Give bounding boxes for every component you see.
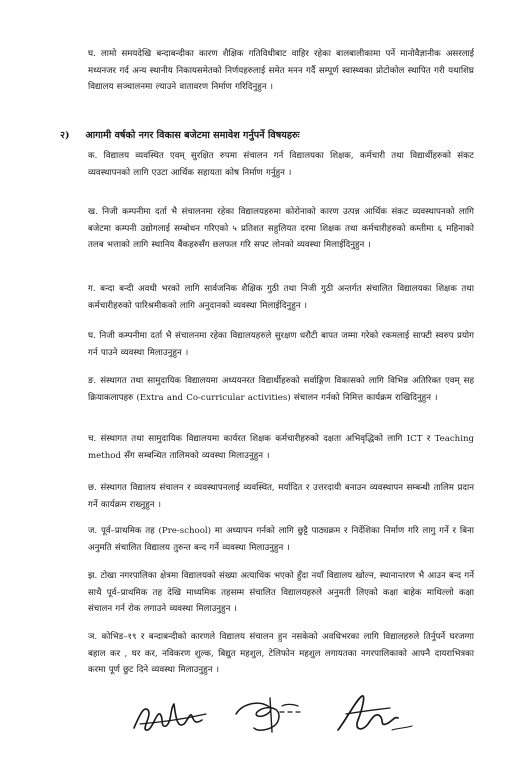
list-item	[88, 480, 474, 513]
list-item	[88, 568, 474, 618]
list-item-text: संस्थागत तथा सामुदायिक विद्यालयमा कार्यरत शिक्षक कर्मचारीहरुको दक्षता अभिवृद्धिको लागि ICT र Teaching method सँग सम्बन्धित तालिमको व्यवस्था मिलाउनुहुन ।	[88, 434, 475, 461]
signature-2-icon	[228, 692, 308, 738]
signature-1-icon	[130, 694, 210, 738]
list-item	[88, 204, 474, 254]
list-item-text: पूर्व–प्राथमिक तह (Pre-school) मा अध्यापन गर्नको लागि छुट्टै पाठ्यक्रम र निर्देशिका निर्माण गरि लागु गर्ने र बिना अनुमति संचालित विद्यालय तुरुन्त बन्द गर्ने व्यवस्था मिलाउनुहुन ।	[88, 526, 475, 553]
list-item-label: ङ.	[88, 376, 97, 386]
intro-item-text: लामो समयदेखि बन्दाबन्दीका कारण शैक्षिक गतिविधीबाट वाहिर रहेका बालबालीकामा पर्ने मानोवैज्ञानीक असरलाई मध्यनजर गर्द अन्य स्थानीय निकायसमेतको निर्णयहरुलाई समेत मनन गर्दै सम्पूर्ण स्वास्थ्यका प्रोटोकोल स्थापित गरी यथाशिघ्र विद्यालय सञ्चालनमा ल्याउने वातावरण निर्माण गरिदिनुहुन ।	[88, 49, 475, 92]
signature-3-icon	[332, 690, 416, 740]
list-item-text: टोखा नगरपालिका क्षेत्रमा विद्यालयको संख्या अत्याधिक भएको हुँदा नयाँ विद्यालय खोल्न, स्थानान्तरण भै आउन बन्द गर्ने साथै पूर्व–प्राथमिक तह देखि माध्यमिक तहसम्म संचालित विद्यालयहरुले अनुमती लिएको कक्षा बाहेक माथिल्लो कक्षा संचालन गर्न रोक लगाउने व्यवस्था मिलाउनुहुन ।	[88, 571, 474, 614]
list-item-text: कोभिड–१९ र बन्दाबन्दीको कारणले विद्यालय संचालन हुन नसकेको अवधिभरका लागि विद्यालहरुले तिर्नुपर्ने घरजग्गा बहाल कर , घर कर, नविकरण शुल्क, बिद्युत महशुल, टेलिफोन महशुल लगायतका नगरपालिकाको आफ्नै दायराभित्रका करमा पूर्ण छुट दिने व्यवस्था मिलाउनुहुन ।	[88, 632, 475, 675]
list-item-text: निजी कम्पनीमा दर्ता भै संचालनमा रहेका विद्यालयहरुले सुरक्षण धरौटी बापत जम्मा गरेको रकमलाई साफ्टी स्वरुप प्रयोग गर्न पाउने व्यवस्था मिलाउनुहुन ।	[88, 331, 474, 358]
list-item-text: निजी कम्पनीमा दर्ता भै संचालनमा रहेका विद्यालयहरुमा कोरोनाको कारण उत्पन्न आर्थिक संकट व्यवस्थापनको लागि बजेटमा कम्पनी उद्योगलाई सम्बोधन गरिएको ५ प्रतिशत सहुलियत दरमा शिक्षक तथा कर्मचारीहरुको कम्तीमा ६ महिनाको तलब भत्ताको लागि स्थानिय बैंकहरुसँग छलफल गरि सफ्ट लोनको व्यवस्था मिलाईदिनुहुन ।	[88, 207, 474, 250]
list-item-text: विद्यालय व्यवस्थित एवम् सुरक्षित रुपमा संचालन गर्न विद्यालयका शिक्षक, कर्मचारी तथा विद्यार्थीहरुको संकट व्यवस्थापनको लागि एउटा आर्थिक सहायता कोष निर्माण गर्नुहुन ।	[88, 151, 475, 178]
list-item-label: घ.	[88, 331, 96, 341]
list-item-label: ग.	[88, 284, 96, 294]
list-item-text: बन्दा बन्दी अवधी भरको लागि सार्वजनिक शैक्षिक गुठी तथा निजी गुठी अन्तर्गत संचालित विद्यालयका शिक्षक तथा कर्मचारीहरुको पारिश्रमीकको लागि अनुदानको व्यवस्था मिलाईदिनुहुन ।	[88, 284, 474, 311]
intro-item	[88, 46, 474, 96]
list-item-text: संस्थागत विद्यालय संचालन र व्यवस्थापनलाई व्यवस्थित, मर्यादित र उत्तरदायी बनाउन व्यवस्थापन सम्बन्धी तालिम प्रदान गर्ने कार्यक्रम राख्नुहुन ।	[88, 483, 474, 510]
list-item	[88, 281, 474, 314]
list-item	[88, 373, 474, 406]
list-item-label: झ.	[88, 571, 98, 581]
list-item	[88, 629, 474, 679]
list-item-label: च.	[88, 434, 97, 444]
section-number: २)	[60, 130, 70, 141]
list-item-label: ज.	[88, 526, 98, 536]
list-item	[88, 328, 474, 361]
list-item-label: छ.	[88, 483, 97, 493]
list-item-label: ञ.	[88, 632, 98, 642]
section-title: आगामी वर्षको नगर विकास बजेटमा समावेश गर्नुपर्ने विषयहरुः	[85, 130, 300, 141]
intro-item-label: घ.	[88, 49, 96, 59]
list-item-text: संस्थागत तथा सामुदायिक विद्यालयमा अध्ययनरत विद्यार्थीहरुको सर्वाङ्गिण विकासको लागि विभिन्न अतिरिक्त एवम् सह क्रियाकलापहरु (Extra and Co-curricular activities) संचालन गर्नको निमित्त कार्यक्रम राखिदिनुहुन ।	[88, 376, 475, 403]
list-item	[88, 431, 474, 464]
list-item-label: ख.	[88, 207, 98, 217]
list-item-label: क.	[88, 151, 98, 161]
list-item	[88, 523, 474, 556]
section-heading	[60, 128, 300, 141]
list-item	[88, 148, 474, 181]
